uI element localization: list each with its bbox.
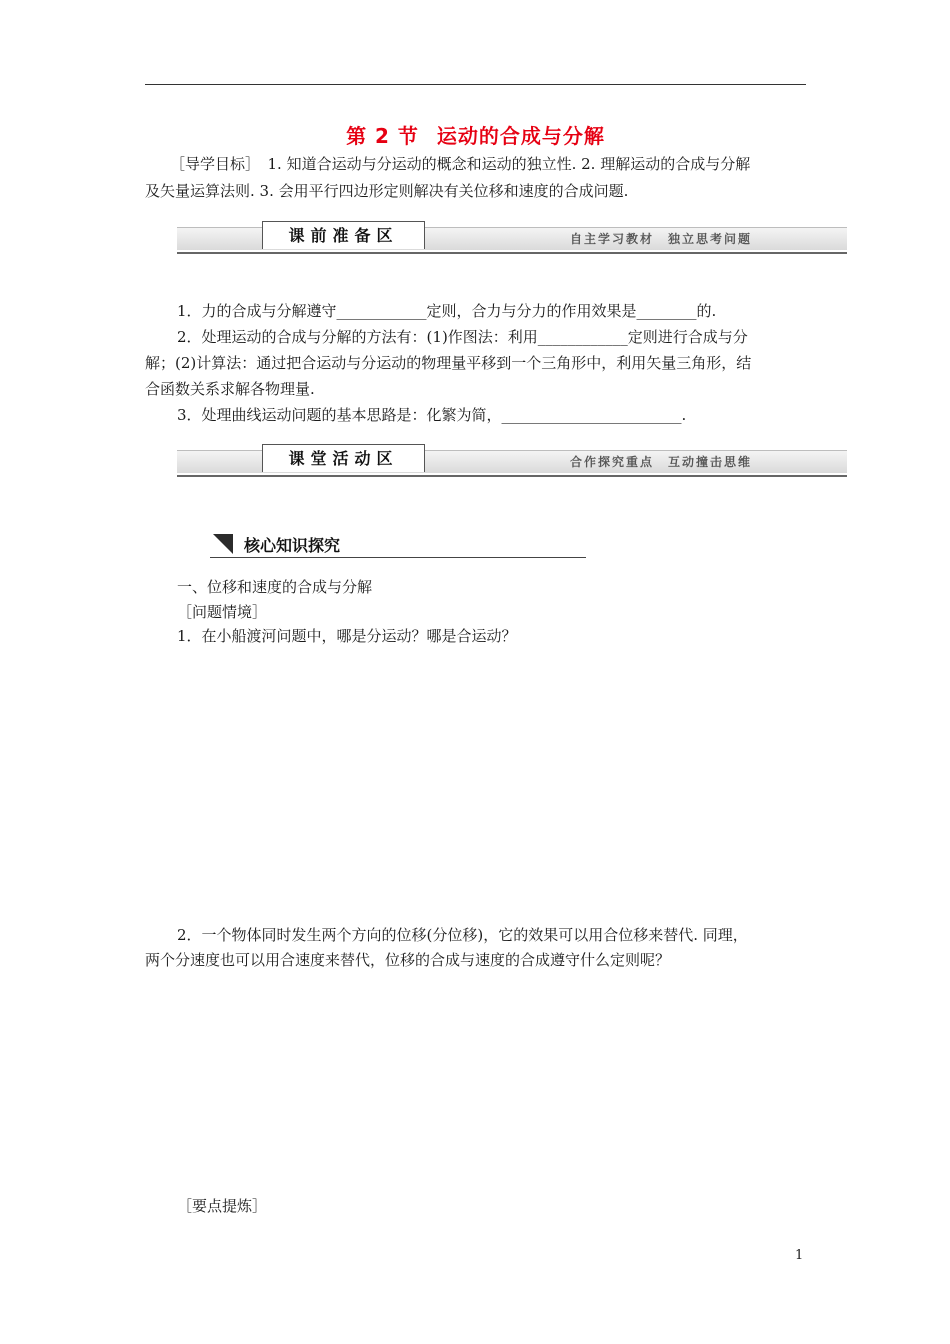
scenario-label: ［问题情境］ <box>177 603 268 621</box>
core-heading-label: 核心知识探究 <box>244 536 341 555</box>
prep-item-2-line-2: 解；(2)计算法：通过把合运动与分运动的物理量平移到一个三角形中，利用矢量三角形，结 <box>145 354 752 372</box>
section-number: 第 2 节 <box>346 124 419 148</box>
question-2-line-1: 2．一个物体同时发生两个方向的位移(分位移)，它的效果可以用合位移来替代. 同理， <box>177 926 748 944</box>
page-number: 1 <box>795 1248 804 1263</box>
banner-rule <box>177 475 847 477</box>
page-title <box>145 120 806 149</box>
banner-prep <box>177 221 847 257</box>
objectives-line-2: 及矢量运算法则. 3. 会用平行四边形定则解决有关位移和速度的合成问题. <box>145 182 629 200</box>
prep-item-3: 3．处理曲线运动问题的基本思路是：化繁为简，________________________. <box>177 406 687 424</box>
question-1: 1．在小船渡河问题中，哪是分运动？哪是合运动？ <box>177 627 517 645</box>
heading-underline <box>210 557 586 558</box>
triangle-marker-icon <box>213 534 233 554</box>
banner-rule <box>177 252 847 254</box>
banner-prep-label: 课前准备区 <box>262 221 425 249</box>
core-knowledge-heading <box>210 530 586 558</box>
banner-prep-slogan: 自主学习教材 独立思考问题 <box>569 232 752 246</box>
banner-class-label: 课堂活动区 <box>262 444 425 472</box>
prep-item-2-line-1: 2．处理运动的合成与分解的方法有：(1)作图法：利用____________定则进行合成与分 <box>177 328 748 346</box>
banner-class-slogan: 合作探究重点 互动撞击思维 <box>569 455 752 469</box>
banner-class <box>177 444 847 480</box>
section-1-heading: 一、位移和速度的合成与分解 <box>177 578 373 596</box>
question-2-line-2: 两个分速度也可以用合速度来替代，位移的合成与速度的合成遵守什么定则呢？ <box>145 951 671 969</box>
key-points-label: ［要点提炼］ <box>177 1197 268 1215</box>
objectives-line-1: ［导学目标］ 1. 知道合运动与分运动的概念和运动的独立性. 2. 理解运动的合成与分解 <box>170 155 751 173</box>
section-title: 运动的合成与分解 <box>436 124 605 148</box>
prep-item-1: 1．力的合成与分解遵守____________定则，合力与分力的作用效果是________的. <box>177 302 717 320</box>
prep-item-2-line-3: 合函数关系求解各物理量. <box>145 380 315 398</box>
header-rule <box>145 84 806 85</box>
